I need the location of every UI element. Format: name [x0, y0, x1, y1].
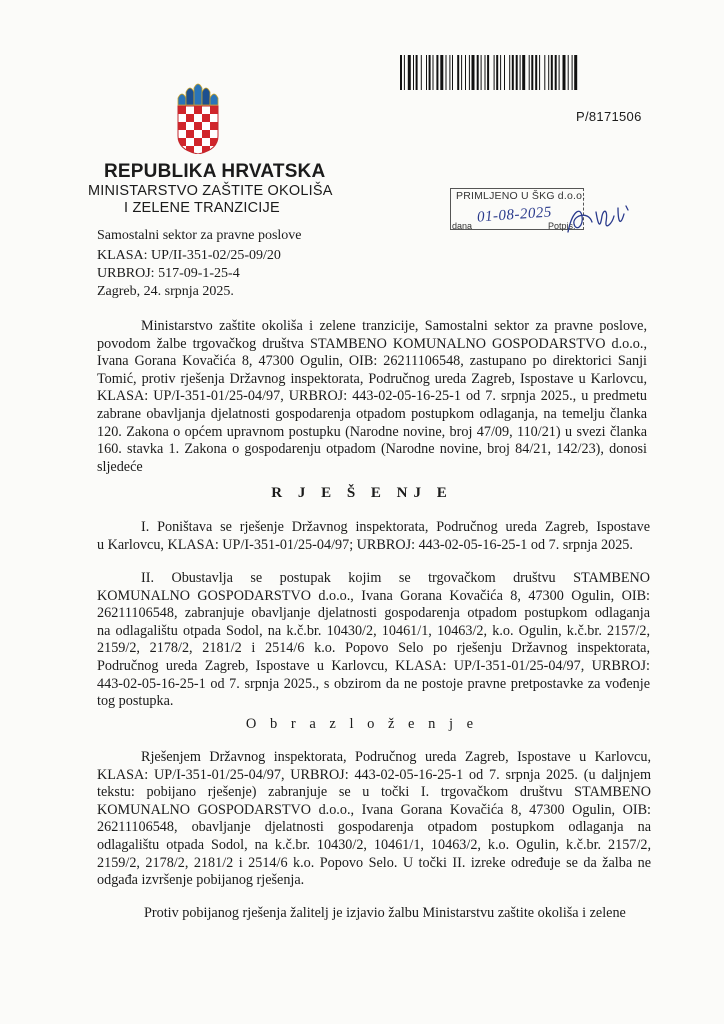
text-line: I. Poništava se rješenje Državnog inspektorata, Područnog ureda Zagreb, Ispostave [141, 519, 650, 535]
sector-name: Samostalni sektor za pravne poslove [97, 228, 302, 243]
text-line: zabrane obavljanja djelatnosti gospodarenja otpadom postupkom odlaganja, na temelju članka [97, 405, 647, 422]
barcode-number: P/8171506 [576, 109, 642, 124]
text-line: 120. Zakona o općem upravnom postupku (Narodne novine, broj 47/09, 110/21) u svezi članka [97, 423, 647, 440]
text-line: odgađa izvršenje pobijanog rješenja. [97, 872, 305, 889]
ministry-name-line1: MINISTARSTVO ZAŠTITE OKOLIŠA [88, 183, 333, 199]
text-line: Rješenjem Državnog inspektorata, Područnog ureda Zagreb, Ispostave u Karlovcu, [141, 749, 651, 765]
text-line: 443-02-05-16-25-1 od 7. srpnja 2025., s obzirom da ne postoje pravne pretpostavke za vođenje [97, 675, 650, 692]
header-title: REPUBLIKA HRVATSKA [104, 161, 326, 182]
text-line: KOMUNALNO GOSPODARSTVO d.o.o., Ivana Gorana Kovačića 8, 47300 Ogulin, OIB: [97, 801, 651, 818]
text-line: Ministarstvo zaštite okoliša i zelene tranzicije, Samostalni sektor za pravne poslove, [141, 318, 647, 334]
text-line: 2159/2, 2178/2, 2181/2 i 2514/6 k.o. Popovo Selo po rješenju Državnog inspektorata, [97, 640, 650, 657]
text-line: KLASA: UP/I-351-01/25-04/97, URBROJ: 443-02-05-16-25-1 od 7. srpnja 2025., u predmetu [97, 388, 647, 405]
text-line: KOMUNALNO GOSPODARSTVO d.o.o., Ivana Gorana Kovačića 8, 47300 Ogulin, OIB: [97, 587, 650, 604]
text-line: 26211106548, zabranjuje obavljanje djelatnosti gospodarenja otpadom postupkom odlaganja [97, 605, 650, 622]
text-line: na odlagalištu otpada Sodol, na k.č.br. 10430/2, 10461/1, 10463/2, k.o. Ogulin, k.č.br. 2157/2, [97, 622, 650, 639]
handwritten-signature [562, 202, 632, 236]
text-line: Područnog ureda Zagreb, Ispostave u Karlovcu, KLASA: UP/I-351-01/25-04/97, URBROJ: [97, 657, 650, 674]
text-line: 2159/2, 2178/2, 2181/2 i 2514/6 k.o. Popovo Selo. U točki II. izreke određuje se da žalba ne [97, 854, 651, 871]
coat-of-arms-icon [175, 78, 221, 154]
intro-paragraph [97, 318, 647, 476]
reasoning-title: O b r a z l o ž e n j e [245, 716, 479, 732]
text-line: odlagalištu otpada Sodol, na k.č.br. 10430/2, 10461/1, 10463/2, k.o. Ogulin, k.č.br. 2157/2, [97, 836, 651, 853]
text-line: Tomić, protiv rješenja Državnog inspektorata, Područnog ureda Zagreb, Ispostave u Karlovcu, [97, 370, 647, 387]
text-line: u Karlovcu, KLASA: UP/I-351-01/25-04/97; URBROJ: 443-02-05-16-25-1 od 7. srpnja 2025. [97, 536, 633, 553]
stamp-title: PRIMLJENO U ŠKG d.o.o. [456, 190, 586, 202]
text-line: tog postupka. [97, 693, 174, 710]
ministry-name-line2: I ZELENE TRANZICIJE [124, 200, 280, 216]
text-line: povodom žalbe trgovačkog društva STAMBENO KOMUNALNO GOSPODARSTVO d.o.o., [97, 335, 647, 352]
text-line: II. Obustavlja se postupak kojim se trgovačkom društvu STAMBENO [141, 570, 650, 586]
klasa-number: KLASA: UP/II-351-02/25-09/20 [97, 248, 281, 263]
text-line: Ivana Gorana Kovačića 8, 47300 Ogulin, OIB: 26211106548, zastupano po direktorici Sanji [97, 353, 647, 370]
stamp-date: 01-08-2025 [476, 204, 553, 226]
reasoning-paragraph [97, 749, 651, 890]
text-line: sljedeće [97, 458, 143, 475]
text-line: KLASA: UP/I-351-01/25-04/97, URBROJ: 443-02-05-16-25-1 od 7. srpnja 2025. (u daljnjem [97, 766, 651, 783]
text-line: 160. stavka 1. Zakona o gospodarenju otpadom (Narodne novine, broj 84/21, 142/23), donosi [97, 441, 647, 458]
reasoning-continuation-line: Protiv pobijanog rješenja žalitelj je izjavio žalbu Ministarstvu zaštite okoliša i zelene [144, 905, 626, 921]
document-date: Zagreb, 24. srpnja 2025. [97, 284, 234, 299]
text-line: 26211106548, obavljanje djelatnosti gospodarenja otpadom postupkom odlaganja na [97, 819, 651, 836]
stamp-potpis-label: Potpis: [548, 221, 576, 231]
decision-point-1 [97, 519, 650, 554]
decision-point-2 [97, 570, 650, 711]
stamp-dana-label: dana [452, 221, 473, 231]
urbroj-number: URBROJ: 517-09-1-25-4 [97, 266, 240, 281]
barcode [400, 55, 646, 90]
text-line: tekstu: pobijano rješenje) zabranjuje se u točki I. trgovačkom društvu STAMBENO [97, 784, 651, 801]
decision-title: R J E Š E NJ E [271, 485, 453, 501]
